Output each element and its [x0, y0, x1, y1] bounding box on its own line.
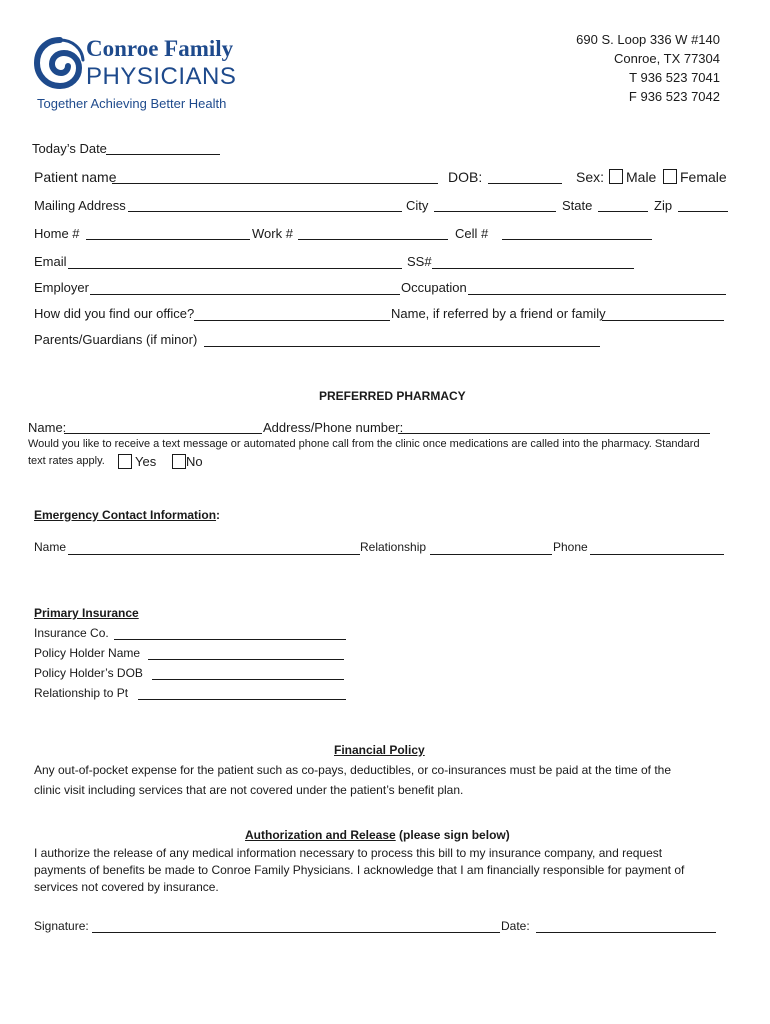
- text-rates-label: text rates apply.: [28, 455, 105, 467]
- todays-date-field[interactable]: [106, 154, 220, 155]
- mailing-address-field[interactable]: [128, 211, 402, 212]
- emergency-heading: [34, 508, 220, 522]
- authorization-text-line-3: services not covered by insurance.: [34, 880, 219, 894]
- signature-field[interactable]: [92, 932, 500, 933]
- clinic-address: [576, 30, 720, 106]
- clinic-phone: T 936 523 7041: [629, 70, 720, 85]
- policy-holder-name-field[interactable]: [148, 659, 344, 660]
- dob-field[interactable]: [488, 183, 562, 184]
- logo: [34, 36, 244, 116]
- policy-holder-dob-field[interactable]: [152, 679, 344, 680]
- zip-label: Zip: [654, 198, 673, 213]
- text-message-question: Would you like to receive a text message or automated phone call from the clinic once medications are called into the pharmacy. Standard: [28, 438, 700, 450]
- occupation-label: Occupation: [401, 280, 467, 295]
- parents-field[interactable]: [204, 346, 600, 347]
- home-phone-label: Home #: [34, 226, 80, 241]
- dob-label: DOB:: [448, 169, 483, 185]
- emergency-name-label: Name: [34, 540, 67, 554]
- insurance-company-label: Insurance Co.: [34, 626, 109, 640]
- signature-date-field[interactable]: [536, 932, 716, 933]
- text-no-label: No: [186, 454, 203, 469]
- male-checkbox[interactable]: [609, 169, 623, 184]
- insurance-heading: Primary Insurance: [34, 606, 139, 620]
- policy-holder-dob-label: Policy Holder’s DOB: [34, 666, 143, 680]
- authorization-heading-suffix: (please sign below): [395, 828, 510, 842]
- city-label: City: [406, 198, 429, 213]
- referred-name-label: Name, if referred by a friend or family: [391, 306, 606, 321]
- authorization-text-line-2: payments of benefits be made to Conroe Family Physicians. I acknowledge that I am financially responsible for payment of: [34, 863, 685, 877]
- referred-name-field[interactable]: [602, 320, 724, 321]
- how-find-field[interactable]: [194, 320, 390, 321]
- work-phone-field[interactable]: [298, 239, 448, 240]
- emergency-relationship-field[interactable]: [430, 554, 552, 555]
- relationship-to-pt-label: Relationship to Pt: [34, 686, 129, 700]
- pharmacy-heading: PREFERRED PHARMACY: [319, 389, 466, 403]
- brand-name: Conroe Family: [86, 36, 234, 61]
- female-label: Female: [680, 169, 727, 185]
- cell-phone-field[interactable]: [502, 239, 652, 240]
- clinic-fax: F 936 523 7042: [628, 89, 720, 104]
- authorization-text-line-1: I authorize the release of any medical information necessary to process this bill to my insurance company, and request: [34, 846, 663, 860]
- email-field[interactable]: [68, 268, 402, 269]
- sex-label: Sex:: [576, 169, 605, 185]
- text-no-checkbox[interactable]: [172, 454, 186, 469]
- how-find-label: How did you find our office?: [34, 306, 195, 321]
- emergency-name-field[interactable]: [68, 554, 360, 555]
- authorization-heading-text: Authorization and Release: [245, 828, 396, 842]
- state-field[interactable]: [598, 211, 648, 212]
- employer-label: Employer: [34, 280, 89, 295]
- financial-text-line-2: clinic visit including services that are not covered under the patient’s benefit plan.: [34, 783, 464, 797]
- financial-text-line-1: Any out-of-pocket expense for the patient such as co-pays, deductibles, or co-insurances must be paid at the time of the: [34, 763, 672, 777]
- zip-field[interactable]: [678, 211, 728, 212]
- work-phone-label: Work #: [252, 226, 293, 241]
- address-line-1: 690 S. Loop 336 W #140: [576, 32, 720, 47]
- tagline: Together Achieving Better Health: [37, 96, 227, 111]
- patient-name-field[interactable]: [112, 183, 438, 184]
- text-yes-label: Yes: [135, 454, 157, 469]
- policy-holder-name-label: Policy Holder Name: [34, 646, 141, 660]
- parents-label: Parents/Guardians (if minor): [34, 332, 198, 347]
- text-yes-checkbox[interactable]: [118, 454, 132, 469]
- brand-subname: PHYSICIANS: [86, 63, 237, 90]
- cell-phone-label: Cell #: [455, 226, 489, 241]
- emergency-phone-field[interactable]: [590, 554, 724, 555]
- emergency-phone-label: Phone: [553, 540, 588, 554]
- mailing-address-label: Mailing Address: [34, 198, 126, 213]
- home-phone-field[interactable]: [86, 239, 250, 240]
- pharmacy-name-label: Name:: [28, 420, 67, 435]
- emergency-relationship-label: Relationship: [360, 540, 427, 554]
- female-checkbox[interactable]: [663, 169, 677, 184]
- ss-field[interactable]: [432, 268, 634, 269]
- pharmacy-name-field[interactable]: [64, 433, 262, 434]
- occupation-field[interactable]: [468, 294, 726, 295]
- address-line-2: Conroe, TX 77304: [614, 51, 720, 66]
- ss-label: SS#: [407, 254, 432, 269]
- authorization-heading: [245, 828, 510, 842]
- financial-heading: Financial Policy: [334, 743, 425, 757]
- city-field[interactable]: [434, 211, 556, 212]
- relationship-to-pt-field[interactable]: [138, 699, 346, 700]
- patient-name-label: Patient name: [34, 169, 117, 185]
- insurance-company-field[interactable]: [114, 639, 346, 640]
- emergency-heading-text: Emergency Contact Information: [34, 508, 217, 522]
- pharmacy-address-field[interactable]: [398, 433, 710, 434]
- state-label: State: [562, 198, 593, 213]
- pharmacy-address-label: Address/Phone number:: [263, 420, 404, 435]
- male-label: Male: [626, 169, 657, 185]
- emergency-heading-colon: :: [216, 508, 221, 522]
- email-label: Email: [34, 254, 67, 269]
- signature-date-label: Date:: [501, 919, 530, 933]
- swirl-logo-icon: [34, 36, 86, 92]
- employer-field[interactable]: [90, 294, 400, 295]
- todays-date-label: Today’s Date: [32, 141, 107, 156]
- signature-label: Signature:: [34, 919, 89, 933]
